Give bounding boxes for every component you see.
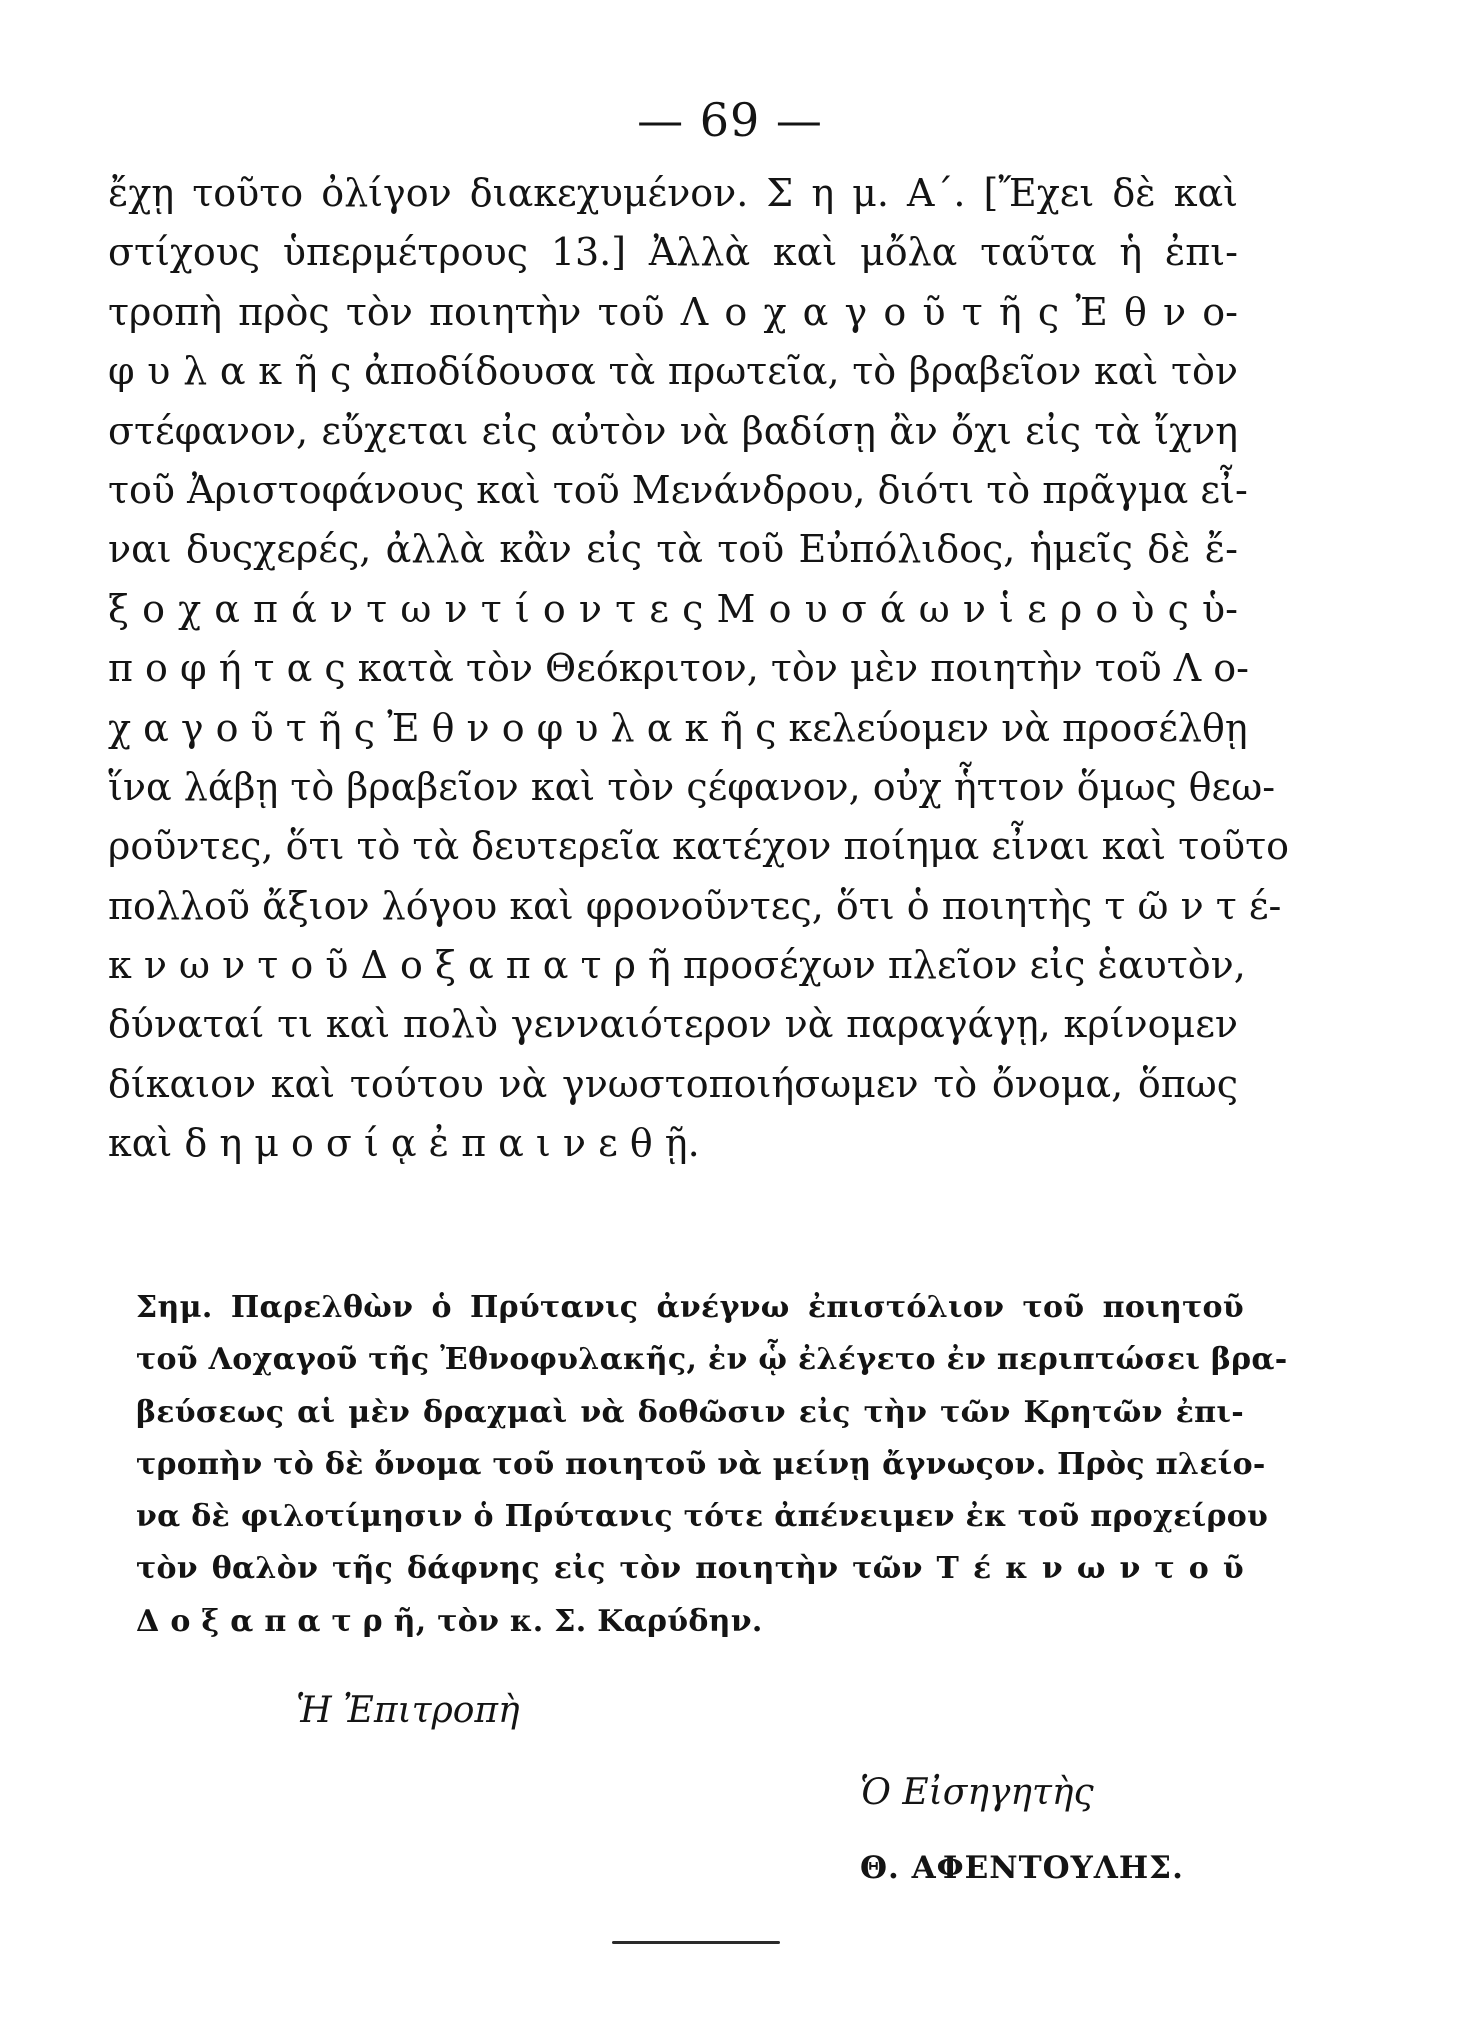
body-line-1: ἔχῃ τοῦτο ὀλίγον διακεχυμένον. Σ η μ. Α΄. [Ἔχει δὲ καὶ	[108, 171, 1238, 215]
body-line-2: στίχους ὑπερμέτρους 13.] Ἀλλὰ καὶ μὄλα ταῦτα ἡ ἐπι-	[108, 230, 1238, 275]
body-line-7: ναι δυςχερές, ἀλλὰ κἂν εἰς τὰ τοῦ Εὐπόλιδος, ἡμεῖς δὲ ἔ-	[108, 527, 1238, 572]
closing-rule	[612, 1941, 780, 1944]
body-line-16: δίκαιον καὶ τούτου νὰ γνωστοποιήσωμεν τὸ ὄνομα, ὅπως	[108, 1061, 1238, 1106]
body-line-9: π ο φ ή τ α ς κατὰ τὸν Θεόκριτον, τὸν μὲν ποιητὴν τοῦ Λ ο-	[108, 646, 1250, 691]
body-line-6: τοῦ Ἀριστοφάνους καὶ τοῦ Μενάνδρου, διότι τὸ πρᾶγμα εἶ-	[108, 467, 1248, 512]
body-line-14: κ ν ω ν τ ο ῦ Δ ο ξ α π α τ ρ ῆ προσέχων πλεῖον εἰς ἑαυτὸν,	[108, 943, 1246, 988]
body-line-8: ξ ο χ α π ά ν τ ω ν τ ί ο ν τ ε ς Μ ο υ σ ά ω ν ἱ ε ρ ο ὺ ς ὑ-	[108, 586, 1238, 631]
rapporteur-name: Θ. ΑΦΕΝΤΟΥΛΗΣ.	[860, 1850, 1184, 1886]
body-line-13: πολλοῦ ἄξιον λόγου καὶ φρονοῦντες, ὅτι ὁ ποιητὴς τ ῶ ν τ έ-	[108, 883, 1282, 928]
body-line-4: φ υ λ α κ ῆ ς ἀποδίδουσα τὰ πρωτεῖα, τὸ βραβεῖον καὶ τὸν	[108, 349, 1238, 394]
note-line-1: Σημ. Παρελθὼν ὁ Πρύτανις ἀνέγνω ἐπιστόλιον τοῦ ποιητοῦ	[136, 1290, 1244, 1325]
committee-signature: Ἡ Ἐπιτροπὴ	[296, 1690, 520, 1731]
main-body-text	[108, 164, 1290, 1174]
body-line-5: στέφανον, εὔχεται εἰς αὐτὸν νὰ βαδίσῃ ἂν ὄχι εἰς τὰ ἴχνη	[108, 408, 1238, 453]
note-line-4: τροπὴν τὸ δὲ ὄνομα τοῦ ποιητοῦ νὰ μείνῃ ἄγνωςον. Πρὸς πλείο-	[136, 1446, 1266, 1482]
note-line-5: να δὲ φιλοτίμησιν ὁ Πρύτανις τότε ἀπένειμεν ἐκ τοῦ προχείρου	[136, 1499, 1269, 1535]
rapporteur-title: Ὁ Εἰσηγητὴς	[860, 1772, 1094, 1813]
note-line-7: Δ ο ξ α π α τ ρ ῆ, τὸν κ. Σ. Καρύδην.	[136, 1603, 763, 1639]
note-line-6: τὸν θαλὸν τῆς δάφνης εἰς τὸν ποιητὴν τῶν Τ έ κ ν ω ν τ ο ῦ	[136, 1551, 1244, 1587]
body-line-3: τροπὴ πρὸς τὸν ποιητὴν τοῦ Λ ο χ α γ ο ῦ τ ῆ ς Ἐ θ ν ο-	[108, 289, 1238, 334]
page-number: — 69 —	[637, 93, 823, 147]
body-line-11: ἵνα λάβῃ τὸ βραβεῖον καὶ τὸν ςέφανον, οὐχ ἧττον ὅμως θεω-	[108, 764, 1276, 809]
body-line-10: χ α γ ο ῦ τ ῆ ς Ἐ θ ν ο φ υ λ α κ ῆ ς κελεύομεν νὰ προσέλθῃ	[108, 705, 1248, 750]
note-line-3: βεύσεως αἱ μὲν δραχμαὶ νὰ δοθῶσιν εἰς τὴν τῶν Κρητῶν ἐπι-	[136, 1394, 1244, 1430]
body-line-15: δύναταί τι καὶ πολὺ γενναιότερον νὰ παραγάγῃ, κρίνομεν	[108, 1002, 1238, 1047]
body-line-12: ροῦντες, ὅτι τὸ τὰ δευτερεῖα κατέχον ποίημα εἶναι καὶ τοῦτο	[108, 824, 1290, 869]
note-line-2: τοῦ Λοχαγοῦ τῆς Ἐθνοφυλακῆς, ἐν ᾧ ἐλέγετο ἐν περιπτώσει βρα-	[136, 1342, 1288, 1378]
footnote-text	[136, 1282, 1288, 1648]
body-line-17: καὶ δ η μ ο σ ί ᾳ ἐ π α ι ν ε θ ῇ.	[108, 1121, 700, 1166]
